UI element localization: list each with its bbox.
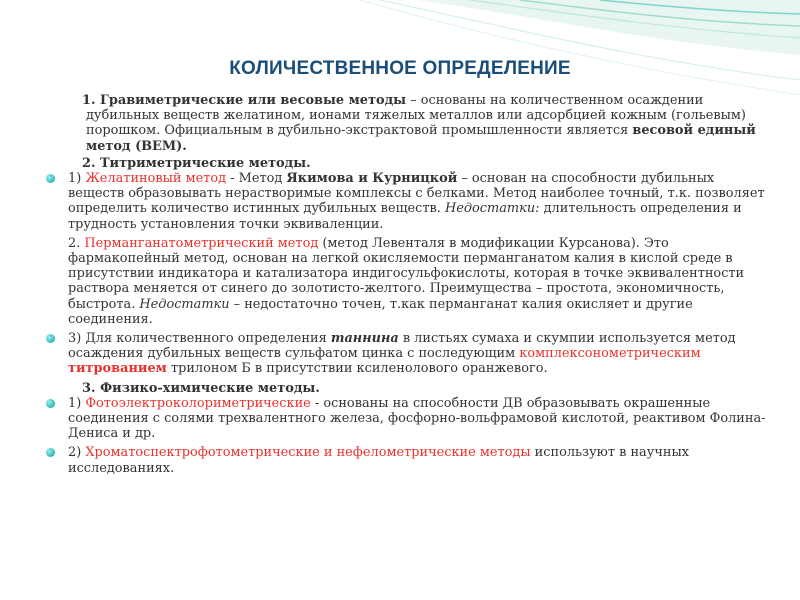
drawbacks-label: Недостатки: [445, 201, 540, 217]
item-number: 1) [68, 171, 86, 187]
item-text: (метод Левенталя в модификации Курсанова). Это фармакопейный метод, основан на легкой окисляемости перманганатом калия в кислой среде в присутствии индикатора и катализатора индигосульфокислоты, которая в точке эквивалентности раствора меняется от синего до золотисто-желтого. Преимущества – простота, экономичность, быстрота. [68, 235, 745, 312]
item-text: используют в научных исследованиях. [68, 445, 689, 476]
drawbacks-label: Недостатки [139, 296, 230, 312]
physicochemical-heading: 3. Физико-химические методы. [82, 380, 320, 396]
titrimetric-heading: 2. Титриметрические методы. [82, 155, 311, 171]
permanganate-method-item [68, 236, 768, 327]
slide-title: КОЛИЧЕСТВЕННОЕ ОПРЕДЕЛЕНИЕ [229, 58, 571, 79]
bullet-icon [46, 334, 55, 343]
gravimetric-methods-paragraph [68, 93, 768, 154]
complexometric-term: комплексонометрическим [519, 346, 701, 362]
gelatin-method-item [68, 171, 768, 232]
item-number: 2. [68, 235, 85, 251]
item-text: длительность определения и трудность установления точки эквиваленции. [68, 201, 742, 232]
item-text: - основаны на способности ДВ образовывать окрашенные соединения с солями трехвалентного железа, фосфорно-вольфрамовой кислотой, реактивом Фолина-Дениса и др. [68, 395, 766, 442]
chromatography-name: Хроматоспектрофотометрические и нефелометрические методы [85, 445, 531, 461]
gravimetric-text: – основаны на количественном осаждении дубильных веществ желатином, ионами тяжелых металлов или адсорбцией кожным (гольевым) порошком. Официальным в дубильно-экстрактовой промышленности является [86, 93, 746, 139]
permanganate-method-name: Перманганатометрический метод [84, 235, 319, 251]
vem-method: весовой единый метод (ВЕМ). [86, 123, 756, 154]
item-text: – основан на способности дубильных веществ образовывать нерастворимые комплексы с белками. Метод наиболее точный, т.к. позволяет определить количество истинных дубильных веществ. [68, 171, 765, 217]
gelatin-method-name: Желатиновый метод [85, 171, 227, 187]
item-text: в листьях сумаха и скумпии используется метод осаждения дубильных веществ сульфатом цинка с последующим [68, 331, 736, 362]
authors-name: Якимова и Курницкой [286, 171, 458, 187]
item-number: 2) [68, 445, 86, 461]
item-text: трилоном Б в присутствии ксиленолового оранжевого. [166, 361, 548, 377]
bullet-icon [46, 399, 55, 408]
item-number: 3) [68, 331, 86, 347]
tannin-term: таннина [330, 331, 399, 347]
photocolorimetric-item [68, 396, 768, 442]
photocolorimetric-name: Фотоэлектроколориметрические [85, 395, 311, 411]
item-text: Для количественного определения [85, 331, 331, 347]
bullet-icon [46, 174, 55, 183]
slide-body [68, 93, 768, 476]
tannin-method-item [68, 331, 768, 377]
item-text: - Метод [226, 171, 287, 187]
item-text: – недостаточно точен, т.как перманганат калия окисляет и другие соединения. [68, 296, 693, 327]
item-number: 1) [68, 395, 86, 411]
titration-term: титрованием [68, 361, 167, 377]
gravimetric-heading: 1. Гравиметрические или весовые методы [82, 93, 407, 108]
chromatography-item [68, 445, 768, 475]
